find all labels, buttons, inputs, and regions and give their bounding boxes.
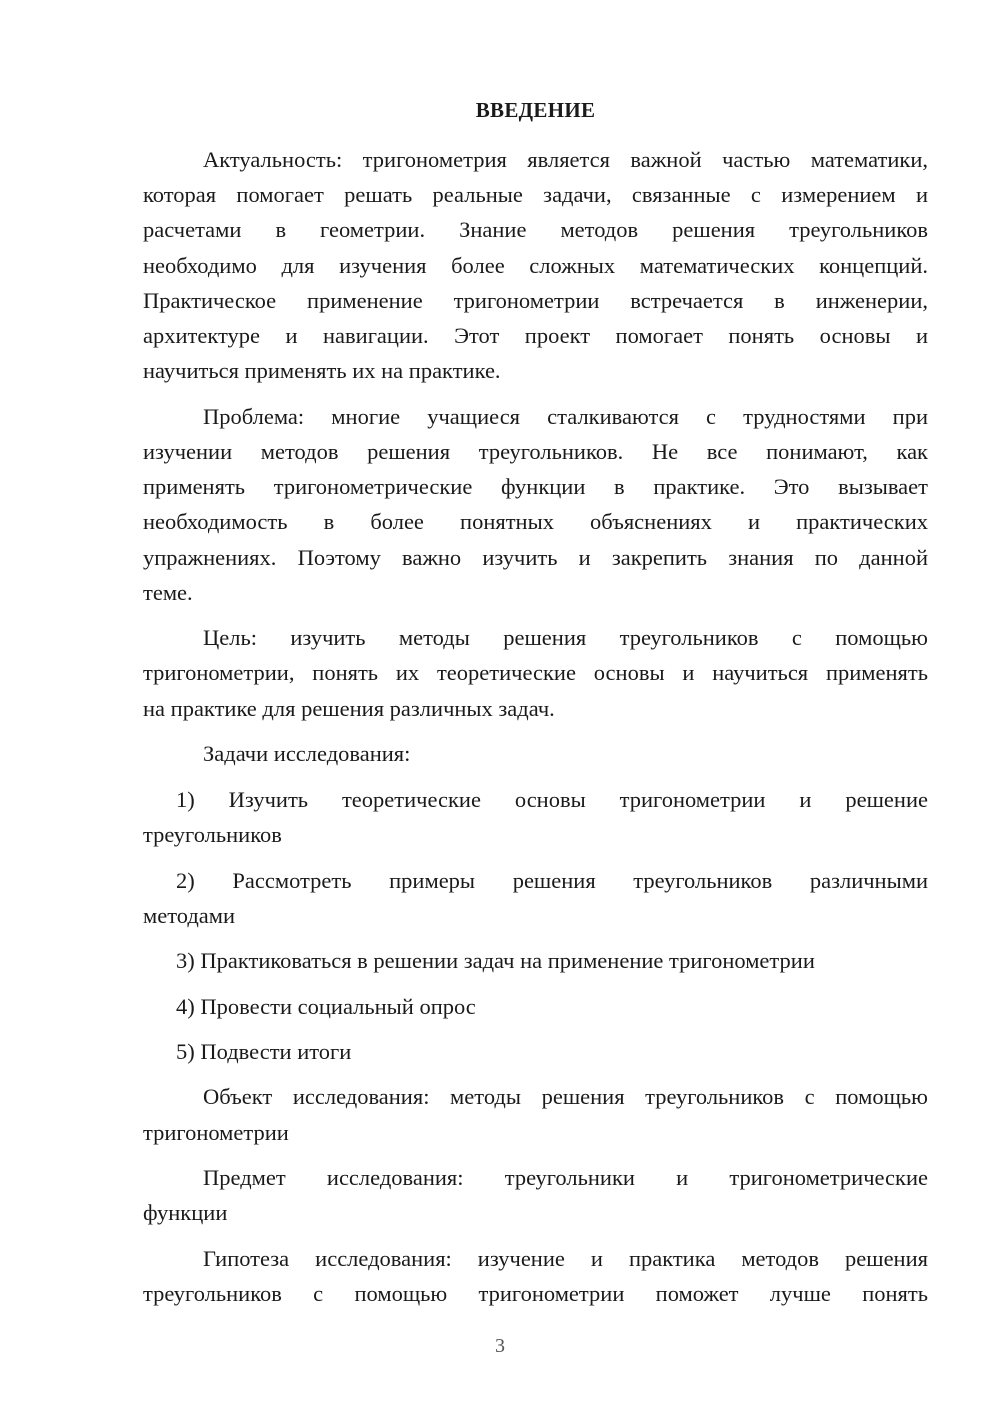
relevance-line: архитектуре и навигации. Этот проект помогает понять основы и [143, 323, 928, 348]
task-item: 4) Провести социальный опрос [176, 994, 476, 1019]
task-item: 3) Практиковаться в решении задач на применение тригонометрии [176, 948, 815, 973]
tasks-heading: Задачи исследования: [203, 741, 411, 766]
problem-line: Проблема: многие учащиеся сталкиваются с трудностями при [203, 404, 928, 429]
goal-line: на практике для решения различных задач. [143, 696, 555, 721]
page-title: ВВЕДЕНИЕ [475, 98, 596, 122]
problem-line: упражнениях. Поэтому важно изучить и закрепить знания по данной [143, 545, 928, 570]
relevance-line: которая помогает решать реальные задачи, связанные с измерением и [143, 182, 928, 207]
subject-line: функции [143, 1200, 228, 1225]
relevance-line: необходимо для изучения более сложных математических концепций. [143, 253, 928, 278]
hypothesis-line: Гипотеза исследования: изучение и практика методов решения [203, 1246, 928, 1271]
object-line: тригонометрии [143, 1120, 289, 1145]
relevance-line: научиться применять их на практике. [143, 358, 501, 383]
problem-line: применять тригонометрические функции в практике. Это вызывает [143, 474, 928, 499]
problem-line: необходимость в более понятных объяснениях и практических [143, 509, 928, 534]
task-item: методами [143, 903, 236, 928]
relevance-line: расчетами в геометрии. Знание методов решения треугольников [143, 217, 928, 242]
goal-line: тригонометрии, понять их теоретические основы и научиться применять [143, 660, 928, 685]
hypothesis-line: треугольников с помощью тригонометрии поможет лучше понять [143, 1281, 928, 1306]
task-item: 5) Подвести итоги [176, 1039, 352, 1064]
relevance-line: Актуальность: тригонометрия является важной частью математики, [203, 147, 928, 172]
page-number: 3 [495, 1335, 505, 1357]
problem-line: теме. [143, 580, 193, 605]
object-line: Объект исследования: методы решения треугольников с помощью [203, 1084, 928, 1109]
task-item: треугольников [143, 822, 282, 847]
task-item: 2) Рассмотреть примеры решения треугольников различными [176, 868, 928, 893]
relevance-line: Практическое применение тригонометрии встречается в инженерии, [143, 288, 928, 313]
task-item: 1) Изучить теоретические основы тригонометрии и решение [176, 787, 928, 812]
problem-line: изучении методов решения треугольников. Не все понимают, как [143, 439, 928, 464]
goal-line: Цель: изучить методы решения треугольников с помощью [203, 625, 928, 650]
subject-line: Предмет исследования: треугольники и тригонометрические [203, 1165, 928, 1190]
